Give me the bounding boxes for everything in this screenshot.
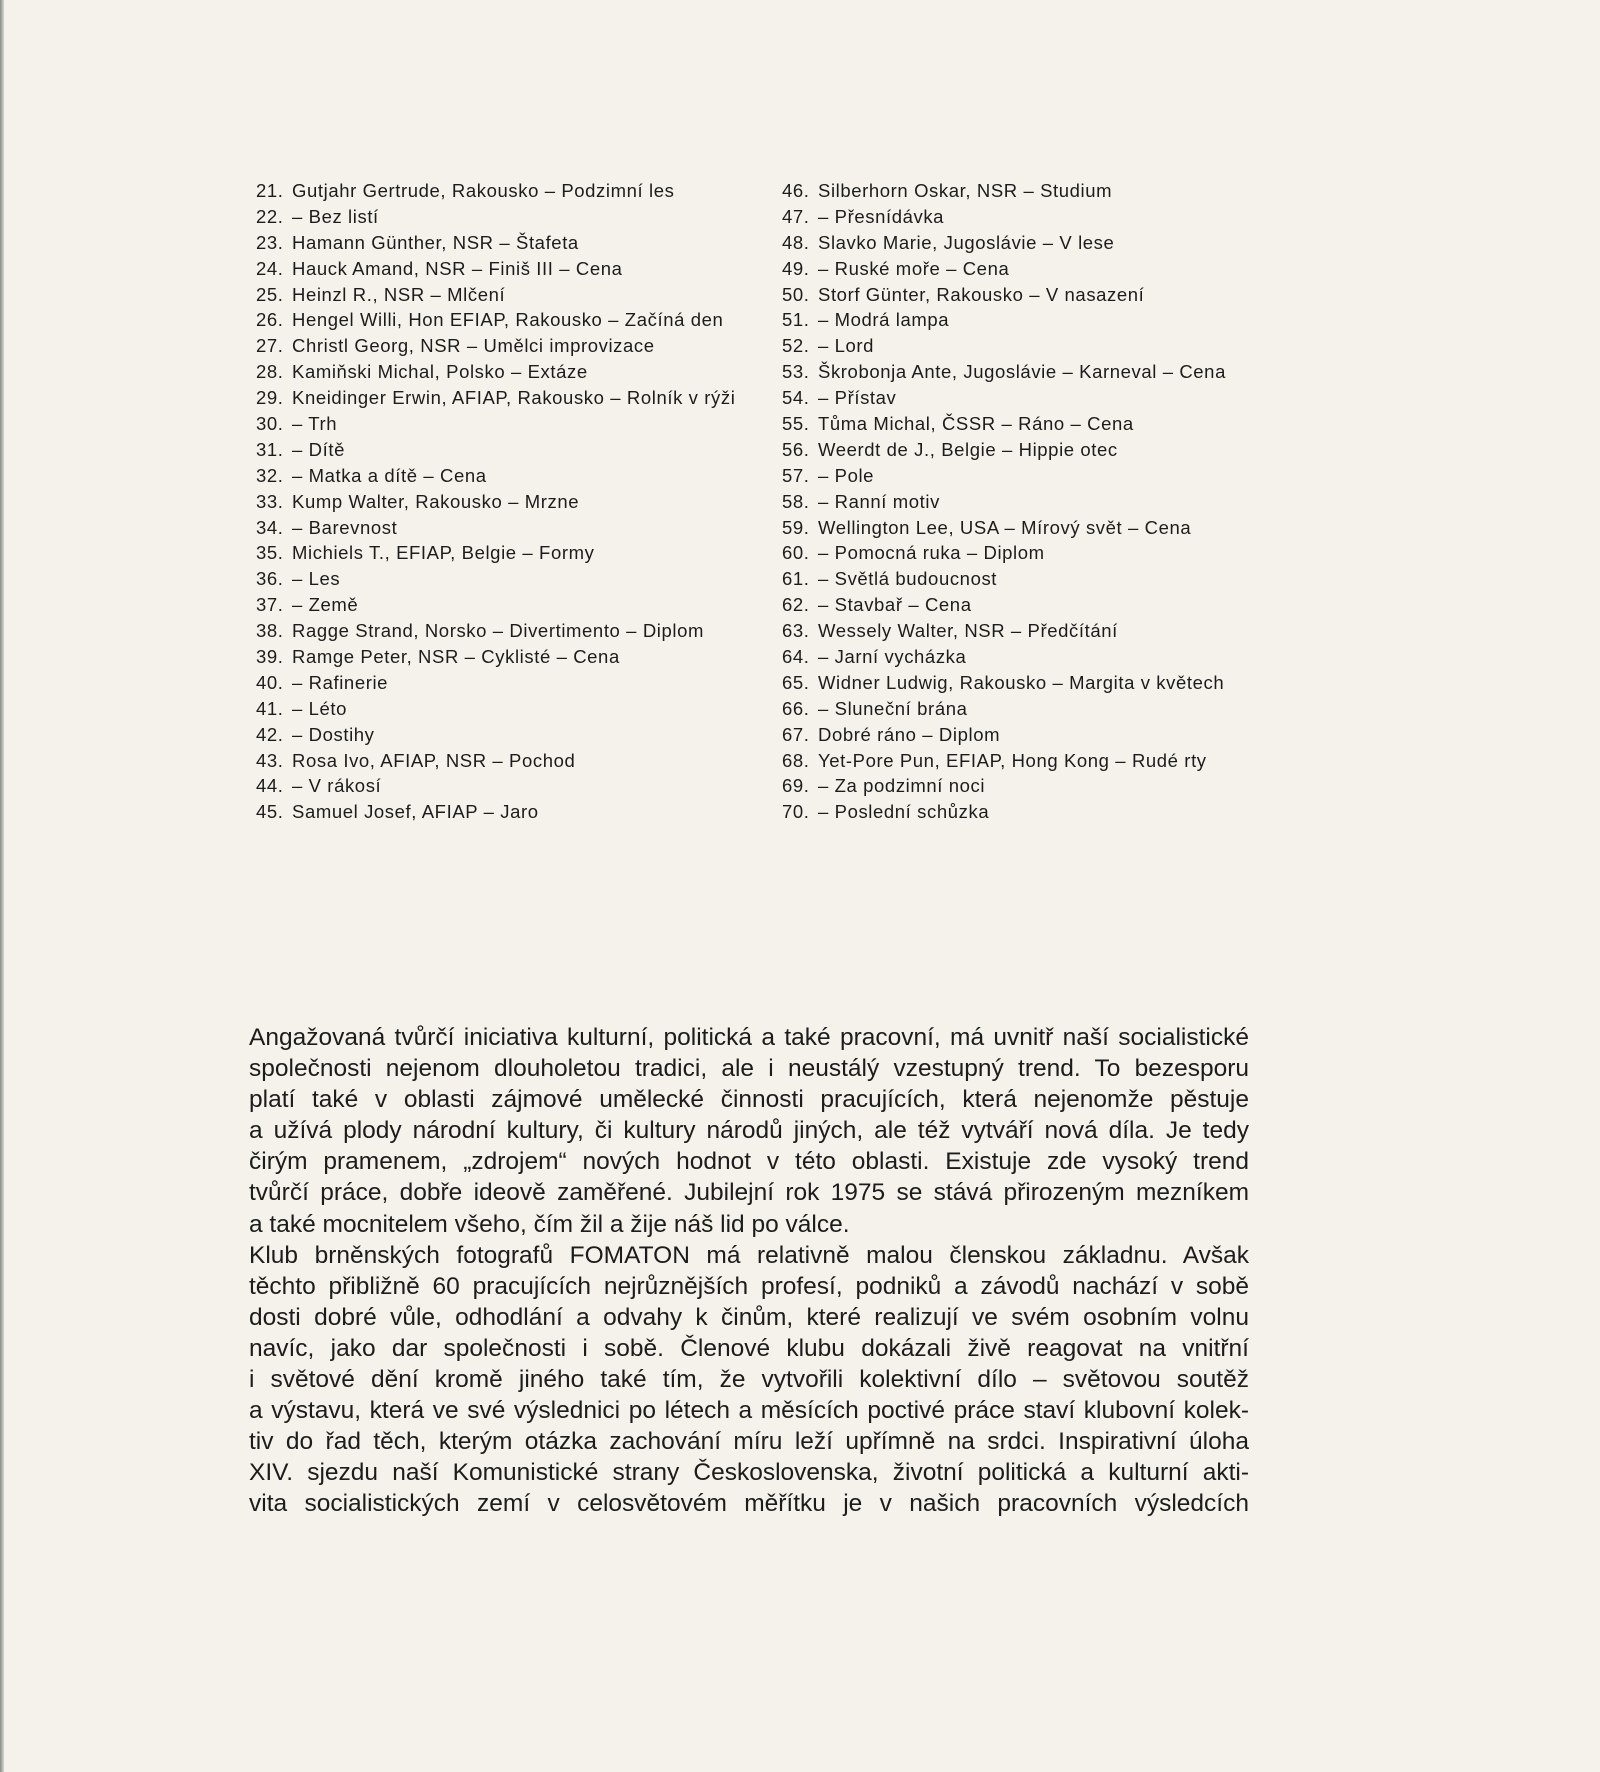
list-entry (256, 178, 674, 204)
entry-text: Hamann Günther, NSR – Štafeta (292, 231, 579, 253)
entry-number: 51. (782, 309, 810, 331)
entry-text: Slavko Marie, Jugoslávie – V lese (818, 231, 1115, 253)
entry-text: – Rafinerie (292, 671, 389, 693)
entry-number: 24. (256, 257, 284, 279)
entry-number: 21. (256, 180, 284, 201)
entry-text: Kamiňski Michal, Polsko – Extáze (292, 361, 588, 383)
entry-text: Storf Günter, Rakousko – V nasazení (818, 283, 1145, 305)
list-entry (782, 230, 1114, 256)
list-entry (782, 515, 1191, 541)
entry-text: – Léto (292, 697, 348, 719)
list-entry (256, 799, 539, 825)
entry-text: – Dostihy (292, 723, 375, 745)
list-entry (256, 773, 381, 799)
entry-number: 39. (256, 646, 284, 668)
entry-number: 64. (782, 646, 810, 668)
list-entry (256, 515, 397, 541)
entry-number: 67. (782, 723, 810, 745)
list-entry (782, 592, 972, 618)
list-entry (782, 773, 985, 799)
body-line: tvůrčí práce, dobře ideově zaměřené. Jubilejní rok 1975 se stává přirozeným mezníkem (249, 1179, 1249, 1207)
entry-text: – Les (292, 568, 341, 590)
list-entry (256, 230, 579, 256)
entry-number: 35. (256, 542, 284, 564)
entry-number: 29. (256, 387, 284, 409)
list-entry (782, 307, 949, 333)
entry-number: 63. (782, 620, 810, 642)
entry-number: 41. (256, 697, 284, 719)
entry-text: – Bez listí (292, 205, 379, 227)
entry-number: 58. (782, 490, 810, 512)
list-entry (256, 204, 379, 230)
list-entry (782, 256, 1009, 282)
entry-text: – Trh (292, 413, 338, 435)
list-entry (256, 489, 579, 515)
list-entry (782, 566, 997, 592)
list-entry (256, 333, 655, 359)
entry-number: 22. (256, 205, 284, 227)
entry-text: Michiels T., EFIAP, Belgie – Formy (292, 542, 595, 564)
entry-number: 57. (782, 464, 810, 486)
body-line: a užívá plody národní kultury, či kultury národů jiných, ale též vytváří nová díla. Je tedy (249, 1117, 1249, 1145)
entry-number: 42. (256, 723, 284, 745)
page-edge (0, 0, 4, 1772)
body-line: dosti dobré vůle, odhodlání a odvahy k činům, které realizují ve svém osobním volnu (249, 1303, 1249, 1331)
entry-number: 53. (782, 361, 810, 383)
entry-text: Dobré ráno – Diplom (818, 723, 1001, 745)
entry-text: – Lord (818, 335, 875, 357)
entry-text: – Poslední schůzka (818, 801, 990, 823)
entry-text: – Země (292, 594, 359, 616)
entry-number: 46. (782, 180, 810, 201)
entry-text: – Pomocná ruka – Diplom (818, 542, 1045, 564)
entry-text: – Barevnost (292, 516, 398, 538)
body-line: i světové dění kromě jiného také tím, že vytvořili kolektivní dílo – světovou soutěž (249, 1366, 1249, 1394)
entry-number: 31. (256, 438, 284, 460)
entry-text: – Modrá lampa (818, 309, 950, 331)
entry-number: 40. (256, 671, 284, 693)
entry-number: 48. (782, 231, 810, 253)
list-entry (256, 411, 337, 437)
entry-number: 49. (782, 257, 810, 279)
entry-text: Hauck Amand, NSR – Finiš III – Cena (292, 257, 623, 279)
entry-number: 52. (782, 335, 810, 357)
entry-number: 23. (256, 231, 284, 253)
entry-number: 50. (782, 283, 810, 305)
body-line: vita socialistických zemí v celosvětovém měřítku je v našich pracovních výsledcích (249, 1490, 1249, 1518)
entry-number: 26. (256, 309, 284, 331)
entry-number: 70. (782, 801, 810, 823)
entry-text: – Pole (818, 464, 875, 486)
body-line: těchto přibližně 60 pracujících nejrůznějších profesí, podniků a závodů nachází v sobě (249, 1272, 1249, 1300)
list-entry (782, 437, 1118, 463)
entry-number: 43. (256, 749, 284, 771)
entry-text: Weerdt de J., Belgie – Hippie otec (818, 438, 1118, 460)
list-entry (256, 437, 345, 463)
entry-number: 66. (782, 697, 810, 719)
entry-number: 55. (782, 413, 810, 435)
entry-text: Ragge Strand, Norsko – Divertimento – Diplom (292, 620, 704, 642)
list-entry (782, 748, 1207, 774)
list-entry (256, 592, 358, 618)
entry-number: 25. (256, 283, 284, 305)
list-entry (782, 204, 944, 230)
body-line: tiv do řad těch, kterým otázka zachování míru leží upřímně na srdci. Inspirativní úloha (249, 1428, 1249, 1456)
entry-number: 28. (256, 361, 284, 383)
entry-number: 36. (256, 568, 284, 590)
entry-text: – Jarní vycházka (818, 646, 967, 668)
list-entry (782, 670, 1224, 696)
entry-text: Silberhorn Oskar, NSR – Studium (818, 180, 1113, 201)
body-line: navíc, jako dar společnosti i sobě. Členové klubu dokázali živě reagovat na vnitřní (249, 1334, 1249, 1362)
entry-number: 33. (256, 490, 284, 512)
entry-number: 60. (782, 542, 810, 564)
entry-number: 47. (782, 205, 810, 227)
entry-text: Rosa Ivo, AFIAP, NSR – Pochod (292, 749, 576, 771)
entry-text: – Sluneční brána (818, 697, 968, 719)
entry-number: 65. (782, 671, 810, 693)
entry-number: 27. (256, 335, 284, 357)
entry-number: 69. (782, 775, 810, 797)
entry-text: Ramge Peter, NSR – Cyklisté – Cena (292, 646, 620, 668)
entry-number: 30. (256, 413, 284, 435)
entry-text: Heinzl R., NSR – Mlčení (292, 283, 506, 305)
list-entry (782, 385, 896, 411)
list-entry (782, 359, 1226, 385)
body-paragraph (249, 1022, 1249, 1520)
list-entry (782, 489, 940, 515)
body-line: a také mocnitelem všeho, čím žil a žije náš lid po válce. (249, 1210, 850, 1238)
list-entry (256, 566, 340, 592)
entry-number: 61. (782, 568, 810, 590)
body-line: XIV. sjezdu naší Komunistické strany Československa, životní politická a kulturní akti- (249, 1459, 1249, 1487)
body-line: platí také v oblasti zájmové umělecké činnosti pracujících, která nejenomže pěstuje (249, 1086, 1249, 1114)
entry-text: Samuel Josef, AFIAP – Jaro (292, 801, 539, 823)
entry-number: 44. (256, 775, 284, 797)
list-entry (256, 463, 487, 489)
entry-text: Gutjahr Gertrude, Rakousko – Podzimní les (292, 180, 675, 201)
entry-number: 54. (782, 387, 810, 409)
entry-number: 68. (782, 749, 810, 771)
body-line: čirým pramenem, „zdrojem“ nových hodnot v této oblasti. Existuje zde vysoký trend (249, 1148, 1249, 1176)
entry-text: – Přesnídávka (818, 205, 945, 227)
list-entry (256, 256, 623, 282)
entry-text: Wessely Walter, NSR – Předčítání (818, 620, 1118, 642)
list-entry (256, 670, 388, 696)
body-line: Klub brněnských fotografů FOMATON má relativně malou členskou základnu. Avšak (249, 1241, 1249, 1269)
entry-list-left (256, 178, 772, 825)
entry-text: Wellington Lee, USA – Mírový svět – Cena (818, 516, 1192, 538)
entry-number: 38. (256, 620, 284, 642)
list-entry (256, 359, 588, 385)
entry-text: Hengel Willi, Hon EFIAP, Rakousko – Začíná den (292, 309, 724, 331)
entry-number: 45. (256, 801, 284, 823)
entry-text: – Přístav (818, 387, 897, 409)
list-entry (782, 178, 1112, 204)
list-entry (782, 411, 1134, 437)
list-entry (782, 696, 967, 722)
body-line: Angažovaná tvůrčí iniciativa kulturní, politická a také pracovní, má uvnitř naší socialistické (249, 1024, 1249, 1051)
entry-text: – Dítě (292, 438, 345, 460)
list-entry (256, 748, 575, 774)
entry-text: Widner Ludwig, Rakousko – Margita v květech (818, 671, 1225, 693)
list-entry (782, 644, 966, 670)
list-entry (782, 618, 1118, 644)
list-entry (782, 463, 874, 489)
entry-number: 56. (782, 438, 810, 460)
entry-text: – Světlá budoucnost (818, 568, 998, 590)
list-entry (256, 618, 704, 644)
entry-list-right (782, 178, 1442, 825)
entry-text: – Ruské moře – Cena (818, 257, 1010, 279)
entry-number: 59. (782, 516, 810, 538)
entry-text: Škrobonja Ante, Jugoslávie – Karneval – Cena (818, 361, 1226, 383)
entry-text: Kump Walter, Rakousko – Mrzne (292, 490, 580, 512)
list-entry (256, 644, 620, 670)
list-entry (782, 282, 1144, 308)
list-entry (256, 307, 723, 333)
entry-text: – Matka a dítě – Cena (292, 464, 487, 486)
list-entry (256, 385, 735, 411)
entry-text: Yet-Pore Pun, EFIAP, Hong Kong – Rudé rty (818, 749, 1207, 771)
body-line: společnosti nejenom dlouholetou tradici, ale i neustálý vzestupný trend. To bezesporu (249, 1055, 1249, 1083)
list-entry (782, 333, 874, 359)
list-entry (256, 722, 375, 748)
entry-text: – Za podzimní noci (818, 775, 986, 797)
entry-text: Christl Georg, NSR – Umělci improvizace (292, 335, 655, 357)
entry-number: 32. (256, 464, 284, 486)
entry-text: – Ranní motiv (818, 490, 940, 512)
entry-number: 34. (256, 516, 284, 538)
list-entry (256, 540, 594, 566)
list-entry (256, 282, 505, 308)
list-entry (782, 799, 989, 825)
entry-text: – V rákosí (292, 775, 382, 797)
entry-number: 37. (256, 594, 284, 616)
list-entry (782, 540, 1045, 566)
entry-number: 62. (782, 594, 810, 616)
list-entry (782, 722, 1000, 748)
entry-text: – Stavbař – Cena (818, 594, 972, 616)
entry-text: Kneidinger Erwin, AFIAP, Rakousko – Rolník v rýži (292, 387, 736, 409)
entry-text: Tůma Michal, ČSSR – Ráno – Cena (818, 413, 1134, 435)
list-entry (256, 696, 347, 722)
body-line: a výstavu, která ve své výslednici po létech a měsících poctivé práce staví klubovní kolek- (249, 1397, 1249, 1425)
